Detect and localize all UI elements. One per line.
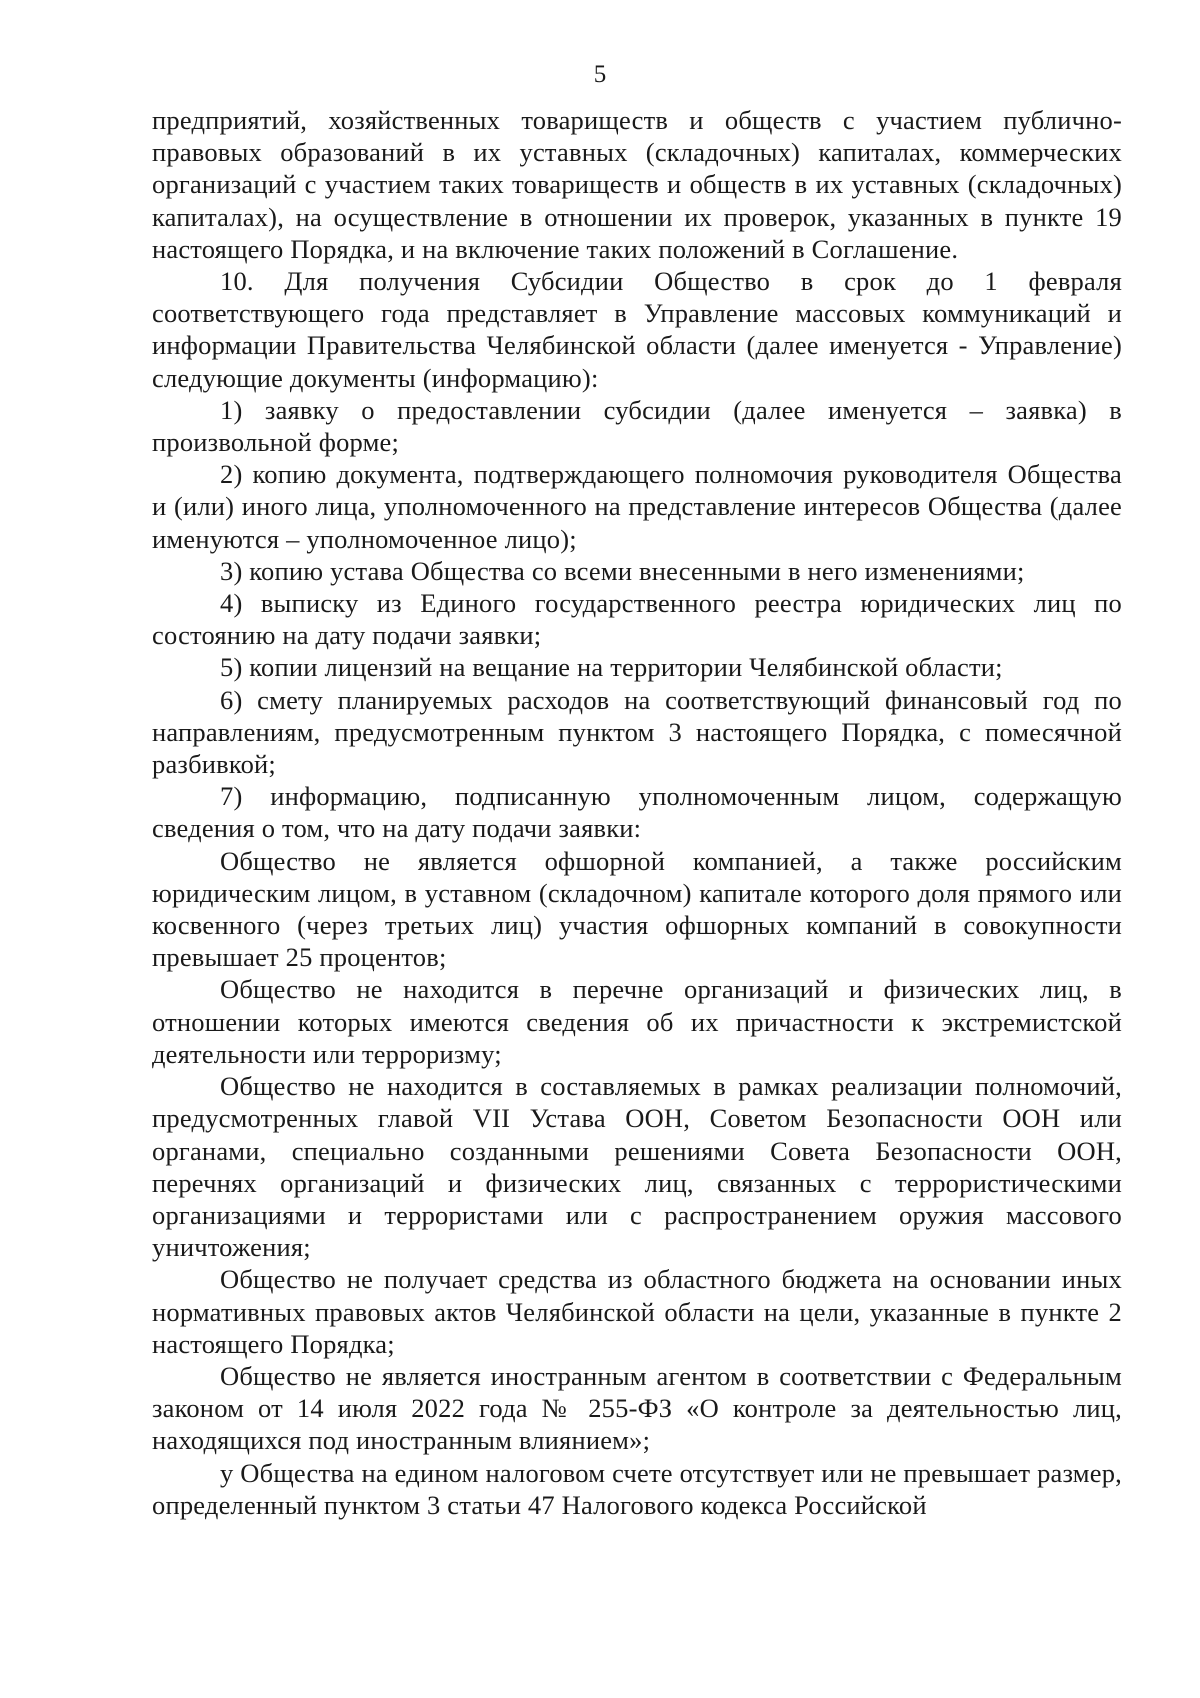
- condition-extremism: Общество не находится в перечне организаций и физических лиц, в отношении которых имеются сведения об их причастности к экстремистской деятельности или терроризму;: [152, 974, 1122, 1069]
- list-item-2: 2) копию документа, подтверждающего полномочия руководителя Общества и (или) иного лица, уполномоченного на представление интересов Общества (далее именуются – уполномоченное лицо);: [152, 459, 1122, 554]
- condition-foreign-agent: Общество не является иностранным агентом в соответствии с Федеральным законом от 14 июля 2022 года № 255-ФЗ «О контроле за деятельностью лиц, находящихся под иностранным влиянием»;: [152, 1360, 1122, 1456]
- list-item-6: 6) смету планируемых расходов на соответствующий финансовый год по направлениям, предусмотренным пунктом 3 настоящего Порядка, с помесячной разбивкой;: [152, 684, 1122, 780]
- paragraph-item-10: 10. Для получения Субсидии Общество в срок до 1 февраля соответствующего года представляет в Управление массовых коммуникаций и информации Правительства Челябинской области (далее именуется - Управление) следующие документы (информацию):: [152, 266, 1122, 393]
- condition-tax-account: у Общества на едином налоговом счете отсутствует или не превышает размер, определенный пунктом 3 статьи 47 Налогового кодекса Российской: [152, 1457, 1122, 1520]
- list-item-7: 7) информацию, подписанную уполномоченным лицом, содержащую сведения о том, что на дату подачи заявки:: [152, 781, 1122, 844]
- list-item-4: 4) выписку из Единого государственного реестра юридических лиц по состоянию на дату подачи заявки;: [152, 588, 1122, 651]
- list-item-1: 1) заявку о предоставлении субсидии (далее именуется – заявка) в произвольной форме;: [152, 394, 1122, 458]
- condition-budget: Общество не получает средства из областного бюджета на основании иных нормативных правовых актов Челябинской области на цели, указанные в пункте 2 настоящего Порядка;: [152, 1264, 1122, 1359]
- list-item-3: 3) копию устава Общества со всеми внесенными в него изменениями;: [220, 555, 1025, 586]
- page-number: 5: [593, 61, 607, 88]
- document-body: [152, 104, 1122, 1521]
- condition-offshore: Общество не является офшорной компанией, а также российским юридическим лицом, в уставном (складочном) капитале которого доля прямого или косвенного (через третьих лиц) участия офшорных компаний в совокупности превышает 25 процентов;: [152, 845, 1122, 973]
- paragraph-continuation: предприятий, хозяйственных товариществ и обществ с участием публично-правовых образований в их уставных (складочных) капиталах, коммерческих организаций с участием таких товариществ и обществ в их уставных (складочных) капиталах), на осуществление в отношении их проверок, указанных в пункте 19 настоящего Порядка, и на включение таких положений в Соглашение.: [152, 105, 1122, 264]
- list-item-5: 5) копии лицензий на вещание на территории Челябинской области;: [220, 652, 1003, 683]
- condition-un-lists: Общество не находится в составляемых в рамках реализации полномочий, предусмотренных главой VII Устава ООН, Советом Безопасности ООН или органами, специально созданными решениями Совета Безопасности ООН, перечнях организаций и физических лиц, связанных с террористическими организациями и террористами или с распространением оружия массового уничтожения;: [152, 1071, 1122, 1263]
